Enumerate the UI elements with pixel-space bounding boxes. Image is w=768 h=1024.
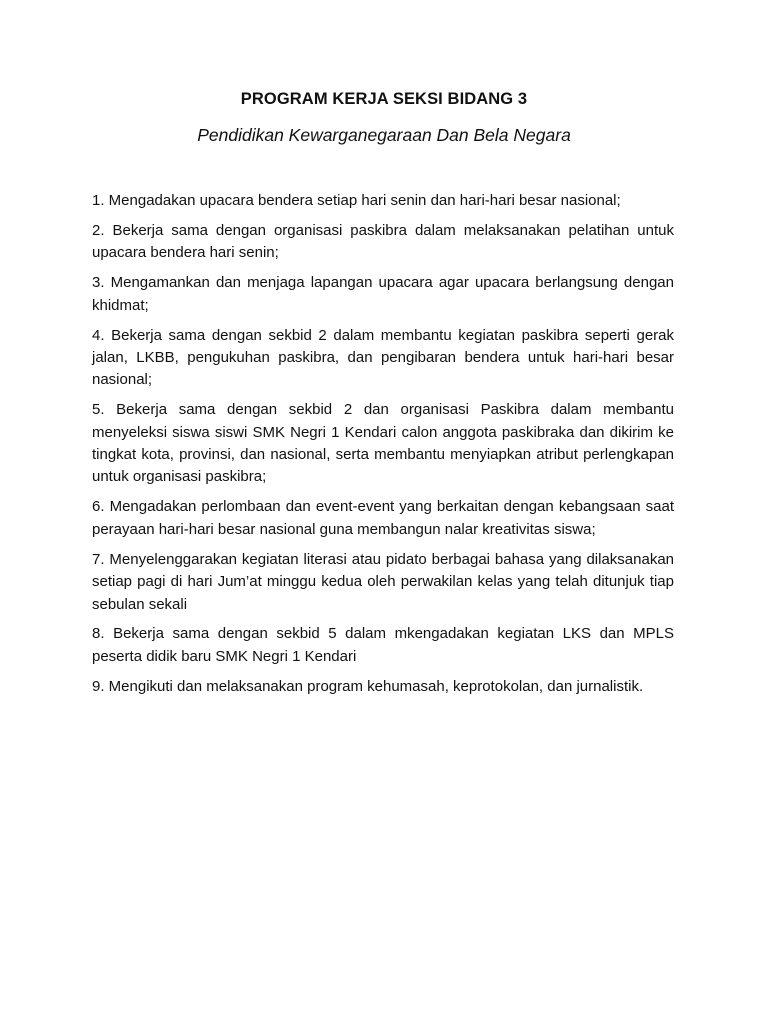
program-item-8: 8. Bekerja sama dengan sekbid 5 dalam mkengadakan kegiatan LKS dan MPLS peserta didik baru SMK Negri 1 Kendari — [92, 625, 674, 665]
program-item-1: 1. Mengadakan upacara bendera setiap hari senin dan hari-hari besar nasional; — [92, 192, 621, 209]
program-item-7: 7. Menyelenggarakan kegiatan literasi atau pidato berbagai bahasa yang dilaksanakan setiap pagi di hari Jum’at minggu kedua oleh perwakilan kelas yang telah ditunjuk tiap sebulan sekali — [92, 550, 674, 613]
program-item-4: 4. Bekerja sama dengan sekbid 2 dalam membantu kegiatan paskibra seperti gerak jalan, LKBB, pengukuhan paskibra, dan pengibaran bendera untuk hari-hari besar nasional; — [92, 326, 674, 389]
document-title: PROGRAM KERJA SEKSI BIDANG 3 — [240, 90, 528, 108]
program-item-2: 2. Bekerja sama dengan organisasi paskibra dalam melaksanakan pelatihan untuk upacara bendera hari senin; — [92, 221, 674, 262]
document-subtitle: Pendidikan Kewarganegaraan Dan Bela Negara — [197, 125, 571, 145]
program-item-6: 6. Mengadakan perlombaan dan event-event yang berkaitan dengan kebangsaan saat perayaan hari-hari besar nasional guna membangun nalar kreativitas siswa; — [92, 498, 674, 538]
program-item-3: 3. Mengamankan dan menjaga lapangan upacara agar upacara berlangsung dengan khidmat; — [92, 274, 674, 314]
program-item-9: 9. Mengikuti dan melaksanakan program kehumasah, keprotokolan, dan jurnalistik. — [92, 677, 644, 695]
program-item-5: 5. Bekerja sama dengan sekbid 2 dan organisasi Paskibra dalam membantu menyeleksi siswa siswi SMK Negri 1 Kendari calon anggota paskibraka dan dikirim ke tingkat kota, provinsi, dan nasional, serta membantu menyiapkan atribut perlengkapan untuk organisasi paskibra; — [92, 401, 674, 486]
program-list — [92, 190, 674, 706]
